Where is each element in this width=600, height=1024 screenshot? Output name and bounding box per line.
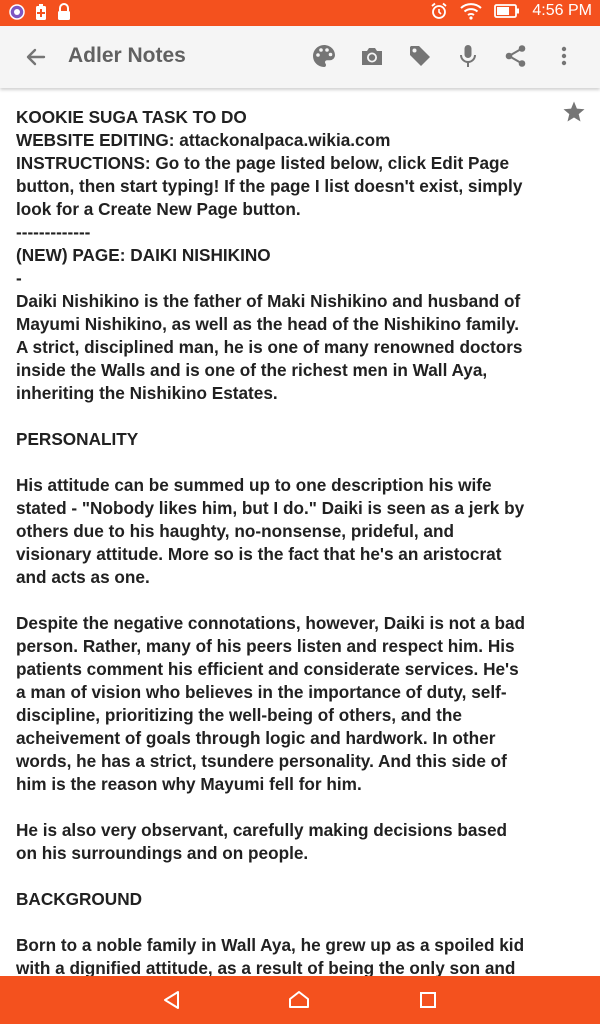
note-line: visionary attitude. More so is the fact that he's an aristocrat xyxy=(16,544,502,564)
camera-icon xyxy=(359,43,385,69)
nav-home-button[interactable] xyxy=(287,988,311,1012)
mic-button[interactable] xyxy=(454,42,482,70)
status-bar xyxy=(0,0,600,26)
note-line: him is the reason why Mayumi fell for him. xyxy=(16,774,362,794)
note-line xyxy=(16,911,556,934)
note-line: stated - "Nobody likes him, but I do." Daiki is seen as a jerk by xyxy=(16,498,525,518)
note-line: words, he has a strict, tsundere personality. And this side of xyxy=(16,751,507,771)
note-line xyxy=(16,405,556,428)
home-icon xyxy=(287,988,311,1012)
nav-recents-button[interactable] xyxy=(416,988,440,1012)
recents-icon xyxy=(416,988,440,1012)
note-line: inside the Walls and is one of the richest men in Wall Aya, xyxy=(16,360,488,380)
note-line: on his surroundings and on people. xyxy=(16,843,309,863)
note-line: Mayumi Nishikino, as well as the head of the Nishikino family. xyxy=(16,314,520,334)
share-button[interactable] xyxy=(502,42,530,70)
tag-icon xyxy=(407,43,433,69)
wifi-icon xyxy=(460,2,482,20)
camera-button[interactable] xyxy=(358,42,386,70)
note-line: PERSONALITY xyxy=(16,429,139,449)
battery-icon xyxy=(494,3,520,19)
app-bar xyxy=(0,26,600,88)
navigation-bar xyxy=(0,976,600,1024)
palette-icon xyxy=(311,43,337,69)
note-line: a man of vision who believes in the importance of duty, self- xyxy=(16,682,507,702)
note-body-text[interactable] xyxy=(16,106,556,976)
toolbar-actions xyxy=(310,42,578,70)
battery-saver-icon xyxy=(34,3,48,21)
status-left-icons xyxy=(8,3,72,21)
note-line: discipline, prioritizing the well-being of others, and the xyxy=(16,705,462,725)
status-right-icons xyxy=(430,2,592,20)
star-button[interactable] xyxy=(562,100,586,124)
alarm-icon xyxy=(430,2,448,20)
note-line: WEBSITE EDITING: attackonalpaca.wikia.com xyxy=(16,130,391,150)
arrow-back-icon xyxy=(22,43,50,71)
note-line: (NEW) PAGE: DAIKI NISHIKINO xyxy=(16,245,271,265)
note-line: A strict, disciplined man, he is one of many renowned doctors xyxy=(16,337,523,357)
note-line: ------------- xyxy=(16,222,91,242)
note-line: inheriting the Nishikino Estates. xyxy=(16,383,278,403)
note-line xyxy=(16,796,556,819)
note-line: BACKGROUND xyxy=(16,889,143,909)
note-line: His attitude can be summed up to one description his wife xyxy=(16,475,492,495)
note-line: and acts as one. xyxy=(16,567,150,587)
note-line xyxy=(16,865,556,888)
note-line: Born to a noble family in Wall Aya, he grew up as a spoiled kid xyxy=(16,935,525,955)
note-line: others due to his haughty, no-nonsense, prideful, and xyxy=(16,521,454,541)
note-line: acheivement of goals through logic and hardwork. In other xyxy=(16,728,496,748)
note-line: Daiki Nishikino is the father of Maki Nishikino and husband of xyxy=(16,291,521,311)
status-time: 4:56 PM xyxy=(532,2,592,19)
mic-icon xyxy=(455,43,481,69)
note-line: - xyxy=(16,268,22,288)
tag-button[interactable] xyxy=(406,42,434,70)
note-line: look for a Create New Page button. xyxy=(16,199,301,219)
more-vert-icon xyxy=(559,43,569,69)
note-line xyxy=(16,589,556,612)
note-line: Despite the negative connotations, however, Daiki is not a bad xyxy=(16,613,526,633)
nav-back-button[interactable] xyxy=(160,988,184,1012)
back-button[interactable] xyxy=(22,43,50,71)
palette-button[interactable] xyxy=(310,42,338,70)
note-line: He is also very observant, carefully making decisions based xyxy=(16,820,508,840)
lock-icon xyxy=(56,3,72,21)
note-line: patients comment his efficient and considerate services. He's xyxy=(16,659,519,679)
note-line: INSTRUCTIONS: Go to the page listed below, click Edit Page xyxy=(16,153,510,173)
note-line: person. Rather, many of his peers listen and respect him. His xyxy=(16,636,515,656)
more-options-button[interactable] xyxy=(550,42,578,70)
star-icon xyxy=(562,100,586,124)
note-content-area[interactable] xyxy=(0,90,600,976)
back-triangle-icon xyxy=(160,988,184,1012)
app-title: Adler Notes xyxy=(68,44,186,67)
share-icon xyxy=(503,43,529,69)
note-line xyxy=(16,451,556,474)
notification-app-icon xyxy=(8,3,26,21)
note-line: button, then start typing! If the page I list doesn't exist, simply xyxy=(16,176,523,196)
note-line: KOOKIE SUGA TASK TO DO xyxy=(16,107,247,127)
note-line: with a dignified attitude, as a result of being the only son and xyxy=(16,958,516,976)
